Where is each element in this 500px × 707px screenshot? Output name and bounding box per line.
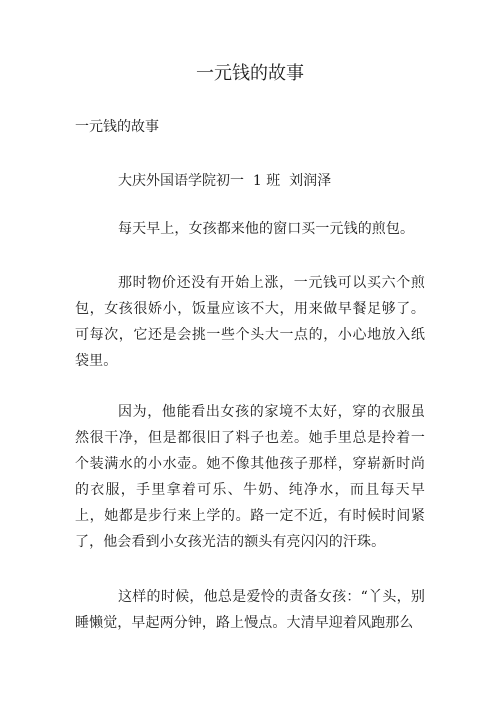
paragraph-3: 因为，他能看出女孩的家境不太好，穿的衣服虽然很干净，但是都很旧了料子也差。她手里总是拎着一个装满水的小水壶。她不像其他孩子那样，穿崭新时尚的衣服，手里拿着可乐、牛奶、纯净水，而且每天早上，她都是步行来上学的。路一定不近，有时候时间紧了，他会看到小女孩光洁的额头有亮闪闪的汗珠。 (75, 404, 425, 550)
document-title: 一元钱的故事 (196, 63, 304, 84)
paragraph-1: 每天早上，女孩都来他的窗口买一元钱的煎包。 (118, 221, 415, 237)
paragraph-4: 这样的时候，他总是爱怜的责备女孩：“丫头，别睡懒觉，早起两分钟，路上慢点。大清早迎着风跑那么 (75, 589, 425, 631)
author-line: 大庆外国语学院初一 1 班 刘润泽 (118, 173, 332, 189)
article-subtitle: 一元钱的故事 (75, 119, 159, 135)
paragraph-2: 那时物价还没有开始上涨，一元钱可以买六个煎包，女孩很娇小，饭量应该不大，用来做早餐足够了。可每次，它还是会挑一些个头大一点的，小心地放入纸袋里。 (75, 275, 425, 369)
